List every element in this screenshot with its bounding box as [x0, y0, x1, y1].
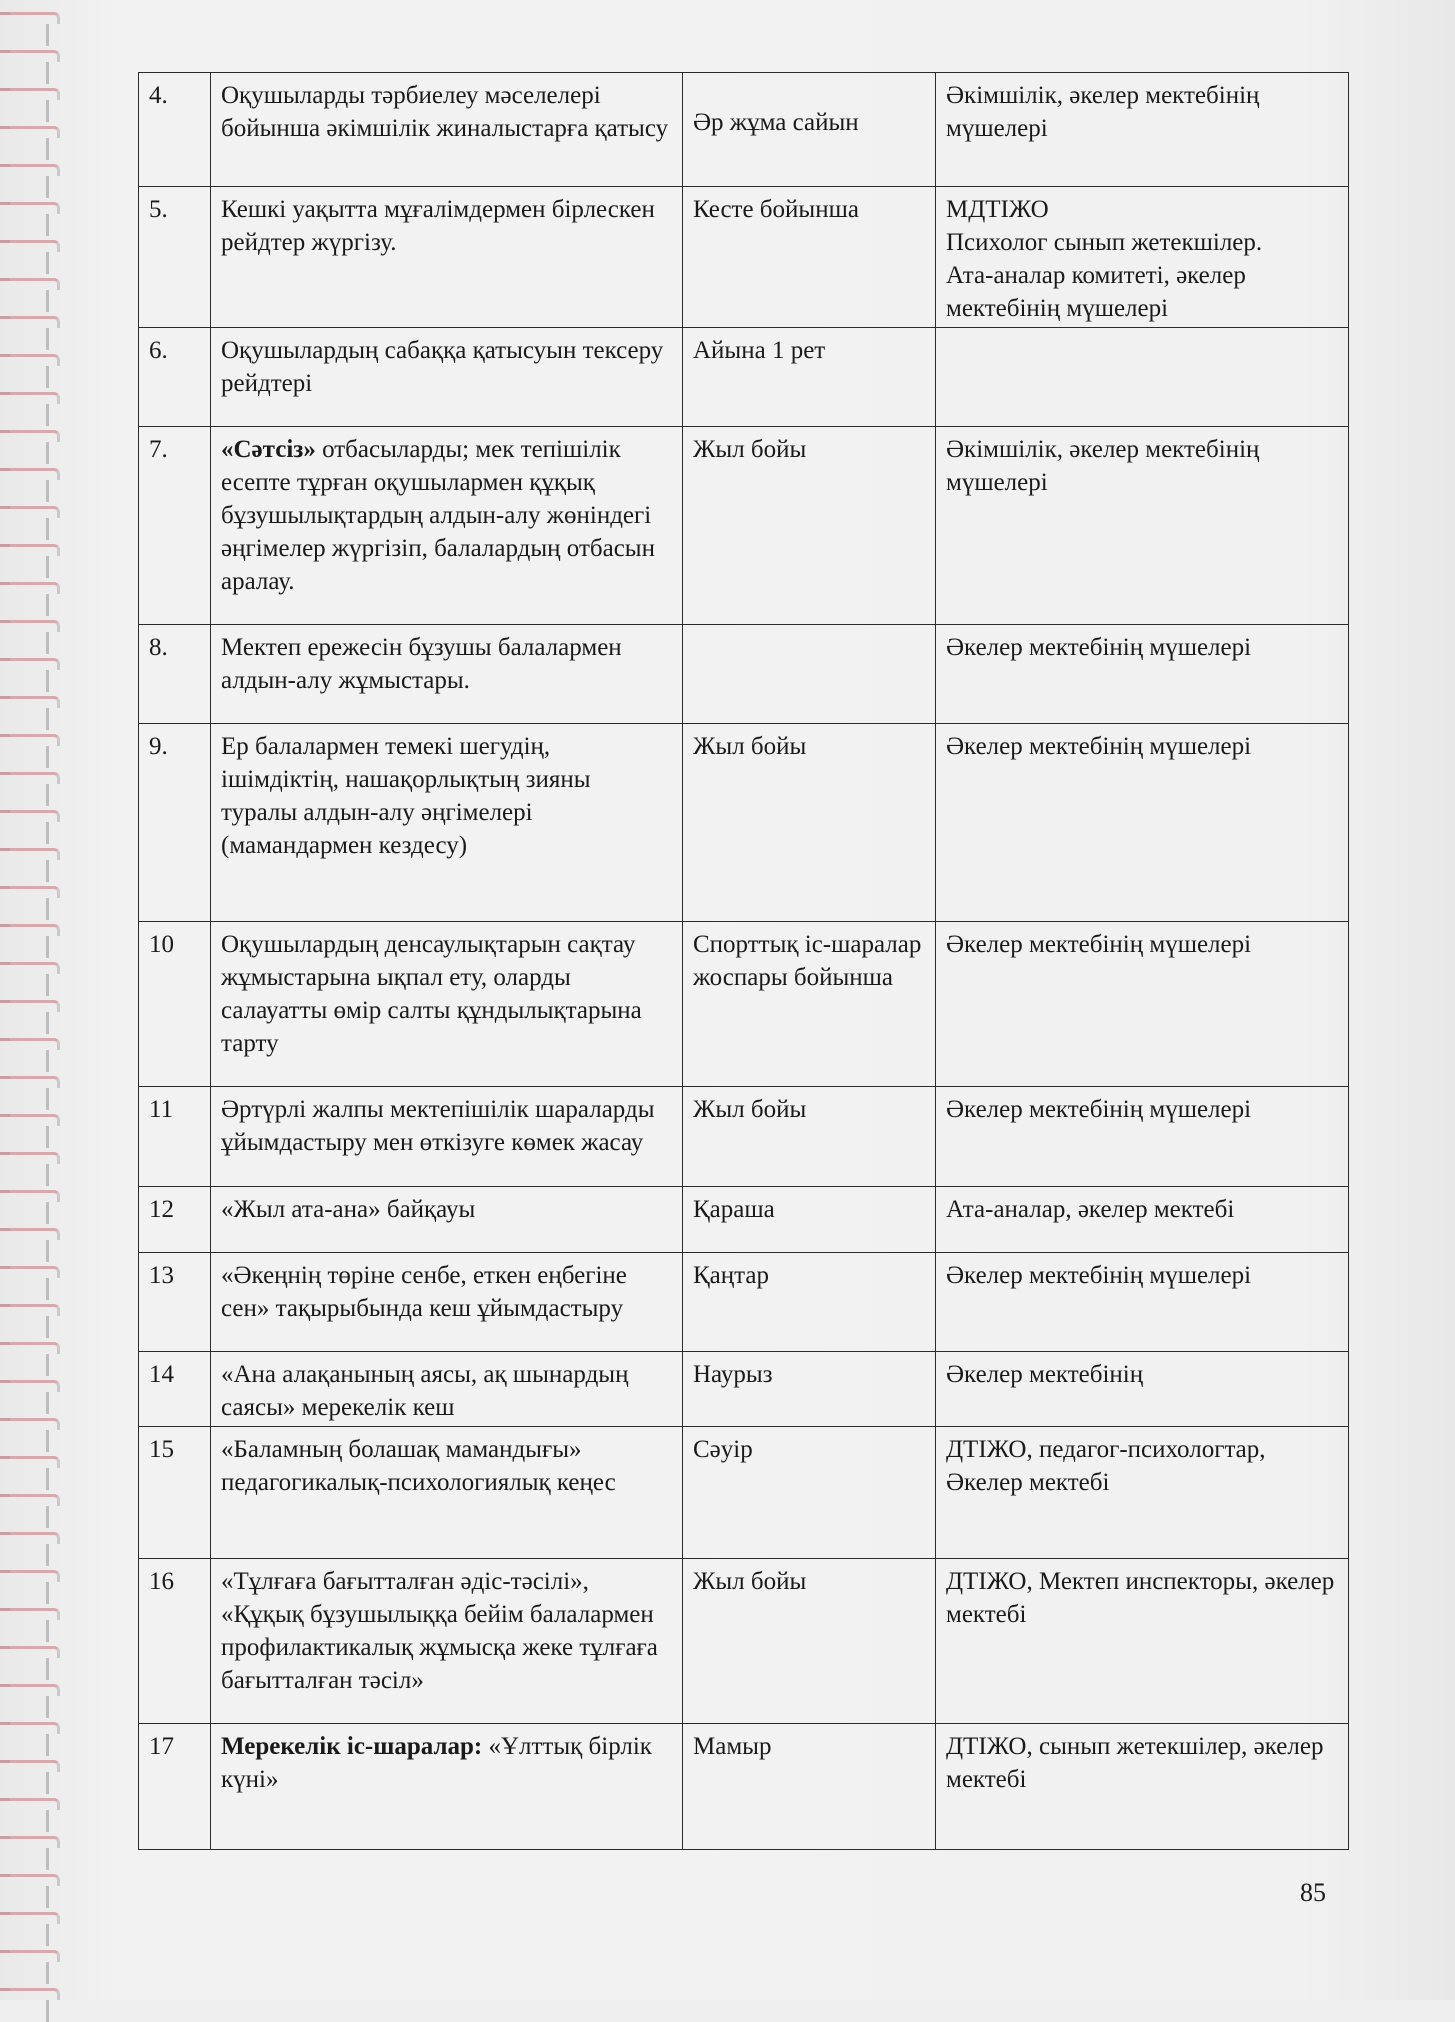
responsible-cell: [936, 625, 1349, 724]
table-row: [139, 625, 1349, 724]
activity-cell: [211, 1559, 683, 1724]
table-row: [139, 328, 1349, 427]
row-number: 12: [139, 1187, 211, 1253]
responsible-text: ДТІЖО, сынып жетекшілер, әкелер мектебі: [946, 1733, 1324, 1793]
table-row: [139, 1559, 1349, 1724]
time-text: Айына 1 рет: [693, 337, 826, 364]
spiral-binding: [0, 0, 70, 2000]
responsible-text: ДТІЖО, Мектеп инспекторы, әкелер мектебі: [946, 1568, 1335, 1628]
activity-cell: [211, 187, 683, 328]
binding-ring: [8, 658, 60, 670]
activity-text: отбасыларды; мек тепішілік есепте тұрған оқушылармен құқық бұзушылықтардың алдын-алу жөніндегі әңгімелер жүргізіп, балалардың отбасын аралау.: [221, 436, 655, 595]
binding-ring: [8, 1190, 60, 1202]
activity-cell: [211, 1187, 683, 1253]
binding-ring: [8, 1722, 60, 1734]
binding-ring: [8, 1038, 60, 1050]
binding-ring: [8, 772, 60, 784]
binding-ring: [8, 354, 60, 366]
binding-ring: [8, 848, 60, 860]
activity-text: «Баламның болашақ мамандығы» педагогикалық-психологиялық кеңес: [221, 1436, 616, 1496]
responsible-cell: [936, 1187, 1349, 1253]
responsible-cell: [936, 1559, 1349, 1724]
binding-ring: [8, 696, 60, 708]
binding-ring: [8, 506, 60, 518]
activity-cell: [211, 73, 683, 187]
time-cell: [683, 1087, 936, 1187]
time-text: Жыл бойы: [693, 733, 807, 760]
time-cell: [683, 1352, 936, 1427]
binding-ring: [8, 1342, 60, 1354]
time-cell: [683, 328, 936, 427]
activity-cell: [211, 724, 683, 922]
time-text: Мамыр: [693, 1733, 772, 1760]
binding-ring: [8, 810, 60, 822]
binding-ring: [8, 1798, 60, 1810]
time-cell: [683, 1724, 936, 1850]
binding-ring: [8, 1684, 60, 1696]
responsible-text: Әкелер мектебінің мүшелері: [946, 1262, 1252, 1289]
activity-cell: [211, 1253, 683, 1352]
page-number: 85: [1300, 1878, 1326, 1907]
activity-cell: [211, 922, 683, 1087]
activity-text: «Ұлттық бірлік күні»: [221, 1733, 652, 1793]
time-cell: [683, 427, 936, 625]
table-row: [139, 1724, 1349, 1850]
table-row: [139, 1253, 1349, 1352]
row-number: 8.: [139, 625, 211, 724]
binding-ring: [8, 1228, 60, 1240]
binding-ring: [8, 278, 60, 290]
activity-text: Оқушыларды тәрбиелеу мәселелері бойынша әкімшілік жиналыстарға қатысу: [221, 82, 669, 142]
table-row: [139, 1187, 1349, 1253]
binding-ring: [8, 1874, 60, 1886]
responsible-text: Әкелер мектебінің мүшелері: [946, 733, 1252, 760]
row-number: 14: [139, 1352, 211, 1427]
row-number: 9.: [139, 724, 211, 922]
activity-cell: [211, 1352, 683, 1427]
row-number: 4.: [139, 73, 211, 187]
binding-ring: [8, 1456, 60, 1468]
binding-ring: [8, 1114, 60, 1126]
binding-ring: [8, 1988, 60, 2000]
table-row: [139, 73, 1349, 187]
binding-ring: [8, 1380, 60, 1392]
binding-ring: [8, 1266, 60, 1278]
time-cell: [683, 1253, 936, 1352]
binding-ring: [8, 1760, 60, 1772]
binding-ring: [8, 430, 60, 442]
activity-cell: [211, 1087, 683, 1187]
row-number: 6.: [139, 328, 211, 427]
binding-ring: [8, 620, 60, 632]
binding-ring: [8, 1152, 60, 1164]
binding-ring: [8, 1912, 60, 1924]
activity-cell: [211, 1724, 683, 1850]
activity-text: «Ана алақанының аясы, ақ шынардың саясы» мерекелік кеш: [221, 1361, 629, 1421]
row-number: 11: [139, 1087, 211, 1187]
binding-ring: [8, 582, 60, 594]
binding-ring: [8, 50, 60, 62]
time-text: Қараша: [693, 1196, 775, 1223]
activity-plan-table: [138, 72, 1349, 1850]
binding-ring: [8, 1570, 60, 1582]
time-text: Жыл бойы: [693, 1096, 807, 1123]
binding-ring: [8, 1304, 60, 1316]
time-cell: [683, 625, 936, 724]
activity-cell: [211, 1427, 683, 1559]
responsible-cell: [936, 922, 1349, 1087]
binding-ring: [8, 202, 60, 214]
row-number: 7.: [139, 427, 211, 625]
responsible-cell: [936, 328, 1349, 427]
activity-bold: Мерекелік іс-шаралар:: [221, 1733, 483, 1760]
binding-ring: [8, 1000, 60, 1012]
row-number: 10: [139, 922, 211, 1087]
activity-bold: «Сәтсіз»: [221, 436, 316, 463]
activity-text: Кешкі уақытта мұғалімдермен бірлескен рейдтер жүргізу.: [221, 196, 655, 256]
responsible-cell: [936, 427, 1349, 625]
time-cell: [683, 724, 936, 922]
activity-cell: [211, 328, 683, 427]
binding-ring: [8, 1646, 60, 1658]
responsible-text: Әкелер мектебінің мүшелері: [946, 634, 1252, 661]
responsible-cell: [936, 1352, 1349, 1427]
responsible-cell: [936, 1087, 1349, 1187]
table-row: [139, 1087, 1349, 1187]
time-cell: [683, 1427, 936, 1559]
binding-ring: [8, 1494, 60, 1506]
binding-ring: [8, 734, 60, 746]
time-text: Жыл бойы: [693, 1568, 807, 1595]
table-row: [139, 1427, 1349, 1559]
binding-ring: [8, 962, 60, 974]
activity-cell: [211, 625, 683, 724]
activity-text: «Әкеңнің төріне сенбе, еткен еңбегіне сен» тақырыбында кеш ұйымдастыру: [221, 1262, 627, 1322]
binding-ring: [8, 1836, 60, 1848]
row-number: 15: [139, 1427, 211, 1559]
binding-ring: [8, 240, 60, 252]
time-text: Әр жұма сайын: [693, 109, 859, 136]
activity-text: Оқушылардың сабаққа қатысуын тексеру рейдтері: [221, 337, 664, 397]
row-number: 13: [139, 1253, 211, 1352]
responsible-cell: [936, 1724, 1349, 1850]
binding-ring: [8, 392, 60, 404]
binding-ring: [8, 316, 60, 328]
responsible-cell: [936, 1427, 1349, 1559]
activity-text: «Тұлғаға бағытталған әдіс-тәсілі», «Құқық бұзушылыққа бейім балалармен профилактикалық жұмысқа жеке тұлғаға бағытталған тәсіл»: [221, 1568, 658, 1694]
time-text: Сәуір: [693, 1436, 753, 1463]
responsible-cell: [936, 73, 1349, 187]
activity-text: Әртүрлі жалпы мектепішілік шараларды ұйымдастыру мен өткізуге көмек жасау: [221, 1096, 655, 1156]
table-row: [139, 1352, 1349, 1427]
binding-ring: [8, 1076, 60, 1088]
responsible-text: Әкелер мектебінің мүшелері: [946, 1096, 1252, 1123]
responsible-cell: [936, 1253, 1349, 1352]
binding-ring: [8, 1418, 60, 1430]
time-cell: [683, 1187, 936, 1253]
binding-ring: [8, 468, 60, 480]
binding-ring: [8, 886, 60, 898]
binding-ring: [8, 12, 60, 24]
time-text: Наурыз: [693, 1361, 773, 1388]
table-row: [139, 187, 1349, 328]
responsible-text: Ата-аналар, әкелер мектебі: [946, 1196, 1235, 1223]
row-number: 5.: [139, 187, 211, 328]
time-text: Жыл бойы: [693, 436, 807, 463]
responsible-text: Әкімшілік, әкелер мектебінің мүшелері: [946, 82, 1260, 142]
time-cell: [683, 73, 936, 187]
activity-text: Оқушылардың денсаулықтарын сақтау жұмыстарына ықпал ету, оларды салауатты өмір салты құндылықтарына тарту: [221, 931, 642, 1057]
binding-ring: [8, 126, 60, 138]
activity-text: Ер балалармен темекі шегудің, ішімдіктің, нашақорлықтың зияны туралы алдын-алу әңгімелері (мамандармен кездесу): [221, 733, 591, 859]
responsible-text: Әкелер мектебінің: [946, 1361, 1144, 1388]
table-row: [139, 724, 1349, 922]
row-number: 16: [139, 1559, 211, 1724]
time-cell: [683, 1559, 936, 1724]
binding-ring: [8, 544, 60, 556]
responsible-text: Әкімшілік, әкелер мектебінің мүшелері: [946, 436, 1260, 496]
responsible-text: МДТІЖО Психолог сынып жетекшілер. Ата-аналар комитеті, әкелер мектебінің мүшелері: [946, 196, 1263, 322]
binding-ring: [8, 1532, 60, 1544]
table-row: [139, 922, 1349, 1087]
binding-ring: [8, 924, 60, 936]
time-cell: [683, 922, 936, 1087]
time-text: Кесте бойынша: [693, 196, 859, 223]
binding-ring: [8, 1950, 60, 1962]
table-row: [139, 427, 1349, 625]
time-cell: [683, 187, 936, 328]
binding-ring: [8, 164, 60, 176]
responsible-text: ДТІЖО, педагог-психологтар, Әкелер мектебі: [946, 1436, 1266, 1496]
responsible-cell: [936, 724, 1349, 922]
responsible-text: Әкелер мектебінің мүшелері: [946, 931, 1252, 958]
time-text: Спорттық іс-шаралар жоспары бойынша: [693, 931, 922, 991]
binding-ring: [8, 88, 60, 100]
responsible-cell: [936, 187, 1349, 328]
activity-cell: [211, 427, 683, 625]
time-text: Қаңтар: [693, 1262, 769, 1289]
binding-ring: [8, 1608, 60, 1620]
activity-text: «Жыл ата-ана» байқауы: [221, 1196, 476, 1223]
row-number: 17: [139, 1724, 211, 1850]
activity-text: Мектеп ережесін бұзушы балалармен алдын-алу жұмыстары.: [221, 634, 622, 694]
